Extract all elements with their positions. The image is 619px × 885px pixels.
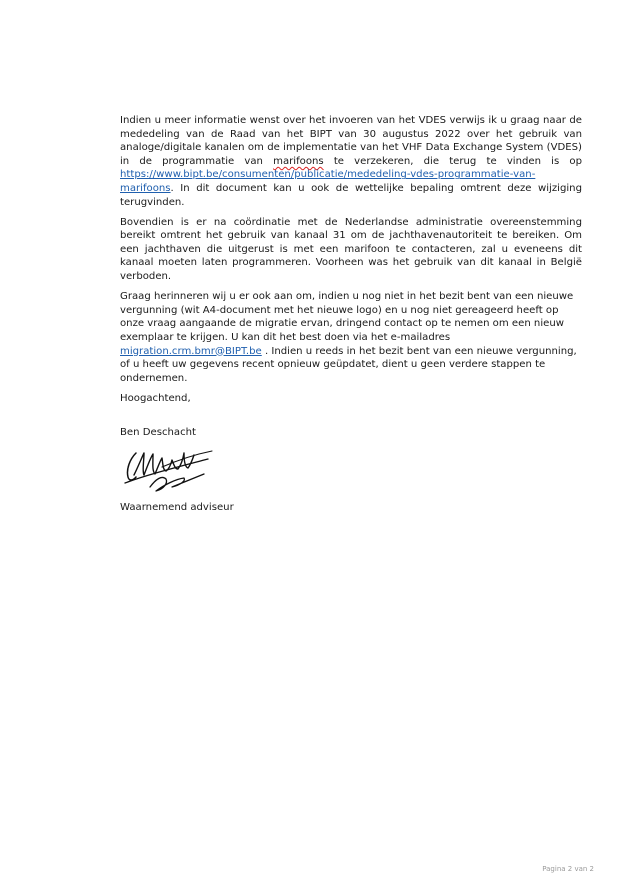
email-link[interactable]: migration.crm.bmr@BIPT.be	[120, 345, 262, 357]
paragraph-text: . In dit document kan u ook de wettelijke bepaling omtrent deze wijziging terugvinden.	[120, 182, 582, 208]
bipt-publication-link[interactable]: https://www.bipt.be/consumenten/publicatie/mededeling-vdes-programmatie-van-marifoons	[120, 169, 536, 194]
paragraph-text: Indien u meer informatie wenst over het invoeren van het VDES verwijs ik u graag naar de mededeling van de Raad van het BIPT van 30 augustus 2022 over het gebruik van analoge/digitale kanalen om de implementatie van het VHF Data Exchange System (VDES) in de programmatie van	[120, 115, 582, 167]
paragraph-channel-31: Bovendien is er na coördinatie met de Nederlandse administratie overeenstemming bereikt omtrent het gebruik van kanaal 31 om de jachthavenautoriteit te bereiken. Om een jachthaven die uitgerust is met een marifoon te contacteren, zal u eveneens dit kanaal moeten laten programmeren. Voorheen was het gebruik van dit kanaal in België verboden.	[120, 216, 582, 283]
paragraph-text: Graag herinneren wij u er ook aan om, indien u nog niet in het bezit bent van een nieuwe vergunning (wit A4-document met het nieuwe logo) en u nog niet gereageerd heeft op onze vraag aangaande de migratie ervan, dringend contact op te nemen om een nieuw exemplaar te krijgen. U kan dit het best doen via het e-mailadres	[120, 291, 574, 343]
paragraph-text: . Indien u reeds in het bezit bent van een nieuwe vergunning, of u heeft uw gegevens recent opnieuw geüpdatet, dient u geen verdere stappen te ondernemen.	[120, 345, 577, 384]
signer-role: Waarnemend adviseur	[120, 502, 234, 514]
paragraph-license-migration	[120, 290, 582, 385]
signer-name: Ben Deschacht	[120, 426, 197, 438]
spellcheck-flagged-word: marifoons	[273, 155, 324, 167]
letter-body	[120, 114, 582, 515]
handwritten-signature	[122, 445, 214, 495]
closing-salutation: Hoogachtend,	[120, 392, 191, 404]
paragraph-text: te verzekeren, die terug te vinden is op	[323, 155, 582, 167]
paragraph-vdes-info	[120, 114, 582, 209]
page-number-footer: Pagina 2 van 2	[542, 865, 594, 873]
